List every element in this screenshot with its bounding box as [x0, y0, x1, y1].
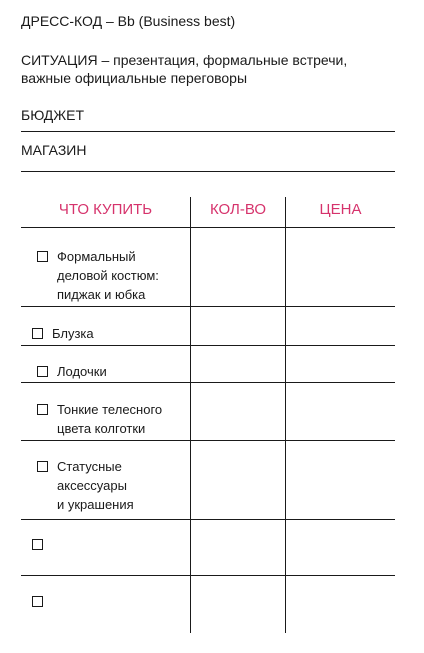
- row-divider: [21, 519, 395, 520]
- checkbox[interactable]: [37, 404, 48, 415]
- table-row: [32, 324, 94, 343]
- budget-label: БЮДЖЕТ: [21, 107, 85, 123]
- item-label: Блузка: [52, 326, 94, 341]
- table-row: [32, 592, 52, 607]
- budget-field[interactable]: [21, 107, 395, 132]
- row-divider: [21, 306, 395, 307]
- checkbox[interactable]: [37, 251, 48, 262]
- row-divider: [21, 382, 395, 383]
- column-divider: [190, 197, 191, 633]
- row-divider: [21, 345, 395, 346]
- situation-text: СИТУАЦИЯ – презентация, формальные встречи, важные официальные переговоры: [21, 52, 348, 86]
- header-divider: [21, 227, 395, 228]
- item-label: Статусные аксессуары и украшения: [57, 459, 134, 512]
- checkbox[interactable]: [37, 366, 48, 377]
- dress-code-title: ДРЕСС-КОД – Bb (Business best): [21, 13, 236, 29]
- column-divider: [285, 197, 286, 633]
- shop-label: МАГАЗИН: [21, 142, 87, 158]
- table-row: [37, 400, 162, 438]
- checkbox[interactable]: [37, 461, 48, 472]
- item-label: Тонкие телесного цвета колготки: [57, 402, 163, 436]
- item-label: Лодочки: [57, 364, 107, 379]
- checkbox[interactable]: [32, 596, 43, 607]
- row-divider: [21, 575, 395, 576]
- column-header-item: ЧТО КУПИТЬ: [58, 201, 153, 218]
- table-row: [37, 362, 107, 381]
- column-header-quantity: КОЛ-ВО: [209, 201, 267, 218]
- table-row: [32, 535, 52, 550]
- item-label: Формальный деловой костюм: пиджак и юбка: [57, 249, 159, 302]
- checkbox[interactable]: [32, 539, 43, 550]
- row-divider: [21, 440, 395, 441]
- shopping-table: [21, 197, 395, 633]
- table-row: [37, 247, 159, 304]
- checkbox[interactable]: [32, 328, 43, 339]
- shop-field[interactable]: [21, 142, 395, 172]
- column-header-price: ЦЕНА: [319, 201, 362, 218]
- table-row: [37, 457, 134, 514]
